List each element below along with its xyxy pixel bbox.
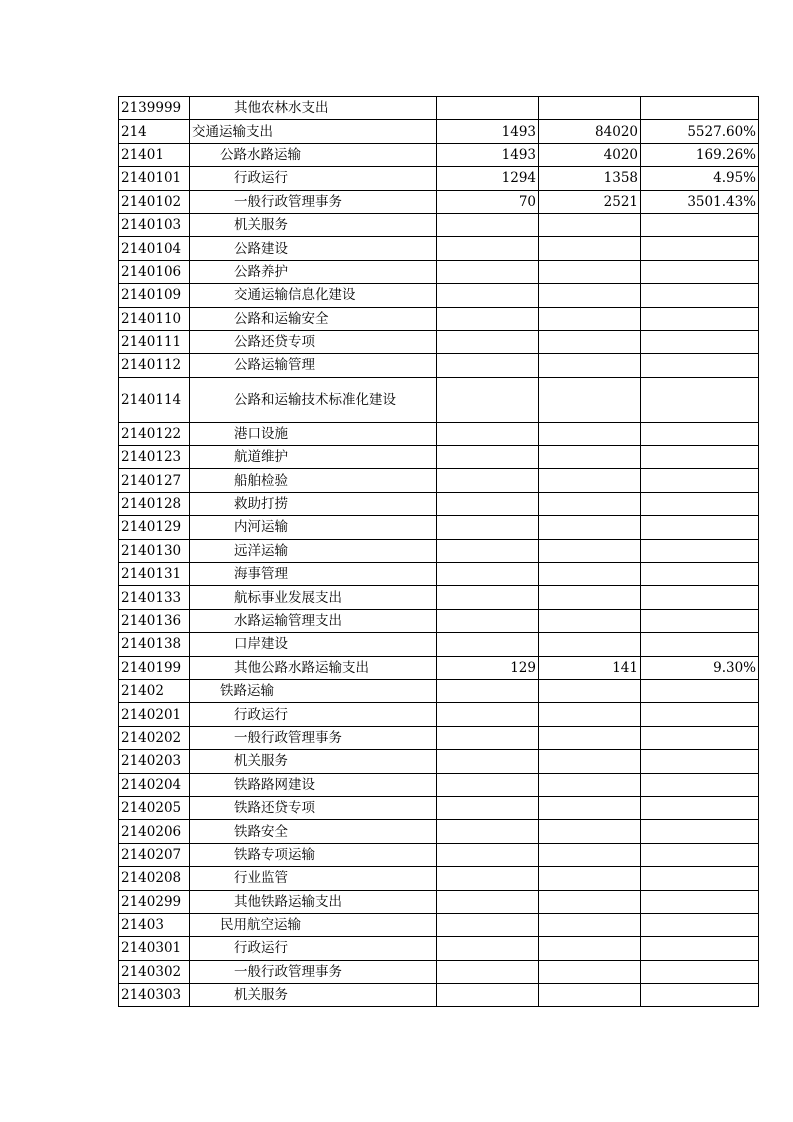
table-row <box>119 492 759 515</box>
row-percent-cell <box>641 984 759 1007</box>
table-row <box>119 237 759 260</box>
row-value-1-cell <box>437 307 539 330</box>
table-row <box>119 820 759 843</box>
row-value-1-cell <box>437 516 539 539</box>
row-code-cell: 2139999 <box>119 97 190 120</box>
table-row <box>119 354 759 377</box>
row-percent-cell <box>641 492 759 515</box>
budget-table-body <box>119 97 759 1007</box>
row-value-1-cell <box>437 820 539 843</box>
row-percent-cell <box>641 377 759 422</box>
row-name-cell: 公路还贷专项 <box>190 330 437 353</box>
table-row <box>119 120 759 143</box>
row-value-2-cell <box>539 516 641 539</box>
row-name-cell: 一般行政管理事务 <box>190 960 437 983</box>
row-value-1-cell <box>437 609 539 632</box>
row-code-cell: 2140199 <box>119 656 190 679</box>
row-percent-cell <box>641 937 759 960</box>
row-code-cell: 21402 <box>119 679 190 702</box>
row-percent-cell: 169.26% <box>641 143 759 166</box>
row-name-cell: 行政运行 <box>190 703 437 726</box>
row-code-cell: 2140302 <box>119 960 190 983</box>
row-percent-cell <box>641 237 759 260</box>
row-name-cell: 铁路安全 <box>190 820 437 843</box>
row-percent-cell <box>641 284 759 307</box>
row-value-2-cell: 141 <box>539 656 641 679</box>
row-value-1-cell <box>437 726 539 749</box>
table-row <box>119 422 759 445</box>
row-name-cell: 民用航空运输 <box>190 913 437 936</box>
row-name-cell: 行政运行 <box>190 167 437 190</box>
row-name-cell: 救助打捞 <box>190 492 437 515</box>
row-name-cell: 公路和运输安全 <box>190 307 437 330</box>
row-code-cell: 2140131 <box>119 563 190 586</box>
table-row <box>119 143 759 166</box>
row-value-1-cell <box>437 539 539 562</box>
table-row <box>119 890 759 913</box>
row-value-2-cell: 4020 <box>539 143 641 166</box>
row-value-1-cell <box>437 750 539 773</box>
row-value-1-cell <box>437 237 539 260</box>
row-code-cell: 214 <box>119 120 190 143</box>
row-percent-cell <box>641 330 759 353</box>
row-percent-cell <box>641 260 759 283</box>
table-row <box>119 563 759 586</box>
table-row <box>119 867 759 890</box>
row-code-cell: 2140127 <box>119 469 190 492</box>
row-name-cell: 航标事业发展支出 <box>190 586 437 609</box>
row-percent-cell <box>641 539 759 562</box>
table-row <box>119 656 759 679</box>
row-code-cell: 2140201 <box>119 703 190 726</box>
row-name-cell: 交通运输支出 <box>190 120 437 143</box>
row-name-cell: 公路水路运输 <box>190 143 437 166</box>
row-code-cell: 2140208 <box>119 867 190 890</box>
table-row <box>119 750 759 773</box>
row-value-2-cell <box>539 633 641 656</box>
row-value-2-cell <box>539 679 641 702</box>
table-row <box>119 773 759 796</box>
row-code-cell: 2140128 <box>119 492 190 515</box>
row-name-cell: 铁路专项运输 <box>190 843 437 866</box>
row-value-2-cell <box>539 937 641 960</box>
row-value-1-cell <box>437 703 539 726</box>
row-value-2-cell <box>539 377 641 422</box>
row-code-cell: 2140205 <box>119 796 190 819</box>
row-percent-cell <box>641 354 759 377</box>
table-row <box>119 377 759 422</box>
row-value-2-cell: 84020 <box>539 120 641 143</box>
row-code-cell: 2140203 <box>119 750 190 773</box>
row-name-cell: 机关服务 <box>190 213 437 236</box>
row-percent-cell <box>641 213 759 236</box>
row-value-1-cell <box>437 679 539 702</box>
row-value-1-cell <box>437 796 539 819</box>
row-code-cell: 2140130 <box>119 539 190 562</box>
row-code-cell: 2140114 <box>119 377 190 422</box>
row-name-cell: 其他公路水路运输支出 <box>190 656 437 679</box>
table-row <box>119 97 759 120</box>
row-name-cell: 其他农林水支出 <box>190 97 437 120</box>
row-value-2-cell <box>539 539 641 562</box>
row-value-1-cell <box>437 960 539 983</box>
row-name-cell: 铁路运输 <box>190 679 437 702</box>
row-value-2-cell <box>539 726 641 749</box>
row-name-cell: 机关服务 <box>190 750 437 773</box>
row-value-1-cell <box>437 377 539 422</box>
table-row <box>119 446 759 469</box>
row-value-1-cell: 1294 <box>437 167 539 190</box>
row-percent-cell <box>641 867 759 890</box>
budget-table <box>118 96 759 1007</box>
row-percent-cell <box>641 422 759 445</box>
row-value-2-cell <box>539 213 641 236</box>
row-value-1-cell <box>437 469 539 492</box>
row-value-1-cell <box>437 913 539 936</box>
row-code-cell: 2140123 <box>119 446 190 469</box>
row-value-2-cell <box>539 984 641 1007</box>
table-row <box>119 984 759 1007</box>
table-row <box>119 330 759 353</box>
table-row <box>119 843 759 866</box>
row-code-cell: 2140104 <box>119 237 190 260</box>
row-name-cell: 口岸建设 <box>190 633 437 656</box>
row-value-2-cell <box>539 307 641 330</box>
row-code-cell: 2140136 <box>119 609 190 632</box>
row-percent-cell <box>641 633 759 656</box>
row-value-1-cell <box>437 354 539 377</box>
row-value-1-cell: 1493 <box>437 120 539 143</box>
row-value-1-cell <box>437 867 539 890</box>
table-row <box>119 913 759 936</box>
row-name-cell: 其他铁路运输支出 <box>190 890 437 913</box>
row-percent-cell <box>641 913 759 936</box>
row-percent-cell: 5527.60% <box>641 120 759 143</box>
row-percent-cell <box>641 750 759 773</box>
row-percent-cell <box>641 609 759 632</box>
table-row <box>119 960 759 983</box>
row-value-1-cell <box>437 984 539 1007</box>
row-percent-cell <box>641 586 759 609</box>
row-code-cell: 2140110 <box>119 307 190 330</box>
row-code-cell: 2140138 <box>119 633 190 656</box>
row-code-cell: 21401 <box>119 143 190 166</box>
row-value-2-cell <box>539 422 641 445</box>
row-value-1-cell <box>437 633 539 656</box>
row-percent-cell <box>641 516 759 539</box>
row-value-2-cell <box>539 750 641 773</box>
row-name-cell: 一般行政管理事务 <box>190 726 437 749</box>
row-name-cell: 公路养护 <box>190 260 437 283</box>
table-row <box>119 284 759 307</box>
row-value-2-cell <box>539 354 641 377</box>
row-code-cell: 2140122 <box>119 422 190 445</box>
row-value-1-cell <box>437 773 539 796</box>
row-percent-cell <box>641 679 759 702</box>
table-row <box>119 469 759 492</box>
row-code-cell: 2140102 <box>119 190 190 213</box>
table-row <box>119 703 759 726</box>
table-row <box>119 260 759 283</box>
row-value-1-cell <box>437 843 539 866</box>
row-percent-cell <box>641 843 759 866</box>
row-name-cell: 公路运输管理 <box>190 354 437 377</box>
row-value-2-cell <box>539 820 641 843</box>
row-value-2-cell <box>539 960 641 983</box>
row-name-cell: 航道维护 <box>190 446 437 469</box>
row-percent-cell <box>641 307 759 330</box>
table-row <box>119 609 759 632</box>
row-value-2-cell <box>539 796 641 819</box>
row-value-2-cell <box>539 586 641 609</box>
table-row <box>119 213 759 236</box>
row-name-cell: 铁路还贷专项 <box>190 796 437 819</box>
table-row <box>119 679 759 702</box>
row-percent-cell <box>641 796 759 819</box>
row-code-cell: 2140112 <box>119 354 190 377</box>
row-value-1-cell <box>437 422 539 445</box>
row-code-cell: 2140207 <box>119 843 190 866</box>
row-code-cell: 2140111 <box>119 330 190 353</box>
row-name-cell: 远洋运输 <box>190 539 437 562</box>
row-percent-cell <box>641 703 759 726</box>
row-value-1-cell <box>437 284 539 307</box>
row-value-1-cell <box>437 563 539 586</box>
row-value-2-cell <box>539 703 641 726</box>
row-code-cell: 2140204 <box>119 773 190 796</box>
row-value-1-cell <box>437 446 539 469</box>
row-name-cell: 水路运输管理支出 <box>190 609 437 632</box>
row-value-1-cell <box>437 97 539 120</box>
row-percent-cell <box>641 446 759 469</box>
row-value-2-cell <box>539 773 641 796</box>
table-row <box>119 167 759 190</box>
row-percent-cell <box>641 820 759 843</box>
table-row <box>119 937 759 960</box>
row-value-2-cell <box>539 563 641 586</box>
row-name-cell: 港口设施 <box>190 422 437 445</box>
row-code-cell: 2140301 <box>119 937 190 960</box>
row-code-cell: 2140133 <box>119 586 190 609</box>
row-percent-cell <box>641 563 759 586</box>
row-percent-cell: 4.95% <box>641 167 759 190</box>
row-name-cell: 机关服务 <box>190 984 437 1007</box>
row-value-1-cell <box>437 586 539 609</box>
row-value-2-cell: 1358 <box>539 167 641 190</box>
row-code-cell: 2140129 <box>119 516 190 539</box>
row-value-1-cell <box>437 492 539 515</box>
table-row <box>119 796 759 819</box>
row-value-1-cell: 1493 <box>437 143 539 166</box>
row-name-cell: 内河运输 <box>190 516 437 539</box>
row-code-cell: 2140109 <box>119 284 190 307</box>
row-percent-cell <box>641 97 759 120</box>
row-value-2-cell <box>539 890 641 913</box>
row-name-cell: 铁路路网建设 <box>190 773 437 796</box>
row-percent-cell <box>641 890 759 913</box>
row-value-2-cell <box>539 843 641 866</box>
table-row <box>119 307 759 330</box>
row-value-2-cell <box>539 492 641 515</box>
row-value-1-cell <box>437 890 539 913</box>
row-code-cell: 2140303 <box>119 984 190 1007</box>
row-value-2-cell <box>539 867 641 890</box>
row-percent-cell <box>641 469 759 492</box>
row-code-cell: 2140103 <box>119 213 190 236</box>
row-percent-cell <box>641 960 759 983</box>
row-code-cell: 2140101 <box>119 167 190 190</box>
row-percent-cell <box>641 726 759 749</box>
row-value-1-cell <box>437 937 539 960</box>
row-value-1-cell <box>437 260 539 283</box>
table-row <box>119 190 759 213</box>
row-value-2-cell <box>539 609 641 632</box>
row-name-cell: 公路和运输技术标准化建设 <box>190 377 437 422</box>
row-value-2-cell: 2521 <box>539 190 641 213</box>
row-value-2-cell <box>539 97 641 120</box>
row-value-2-cell <box>539 284 641 307</box>
table-row <box>119 586 759 609</box>
row-value-2-cell <box>539 446 641 469</box>
row-name-cell: 行业监管 <box>190 867 437 890</box>
table-row <box>119 726 759 749</box>
row-percent-cell <box>641 773 759 796</box>
row-value-2-cell <box>539 330 641 353</box>
row-name-cell: 船舶检验 <box>190 469 437 492</box>
row-value-2-cell <box>539 237 641 260</box>
row-code-cell: 2140202 <box>119 726 190 749</box>
row-value-2-cell <box>539 469 641 492</box>
row-name-cell: 行政运行 <box>190 937 437 960</box>
row-value-1-cell: 70 <box>437 190 539 213</box>
row-value-1-cell: 129 <box>437 656 539 679</box>
row-value-2-cell <box>539 913 641 936</box>
row-code-cell: 2140206 <box>119 820 190 843</box>
table-row <box>119 539 759 562</box>
row-value-1-cell <box>437 330 539 353</box>
table-row <box>119 633 759 656</box>
row-name-cell: 交通运输信息化建设 <box>190 284 437 307</box>
row-code-cell: 2140299 <box>119 890 190 913</box>
row-value-2-cell <box>539 260 641 283</box>
row-name-cell: 公路建设 <box>190 237 437 260</box>
row-name-cell: 一般行政管理事务 <box>190 190 437 213</box>
row-code-cell: 2140106 <box>119 260 190 283</box>
row-value-1-cell <box>437 213 539 236</box>
row-percent-cell: 9.30% <box>641 656 759 679</box>
row-code-cell: 21403 <box>119 913 190 936</box>
row-percent-cell: 3501.43% <box>641 190 759 213</box>
row-name-cell: 海事管理 <box>190 563 437 586</box>
table-row <box>119 516 759 539</box>
